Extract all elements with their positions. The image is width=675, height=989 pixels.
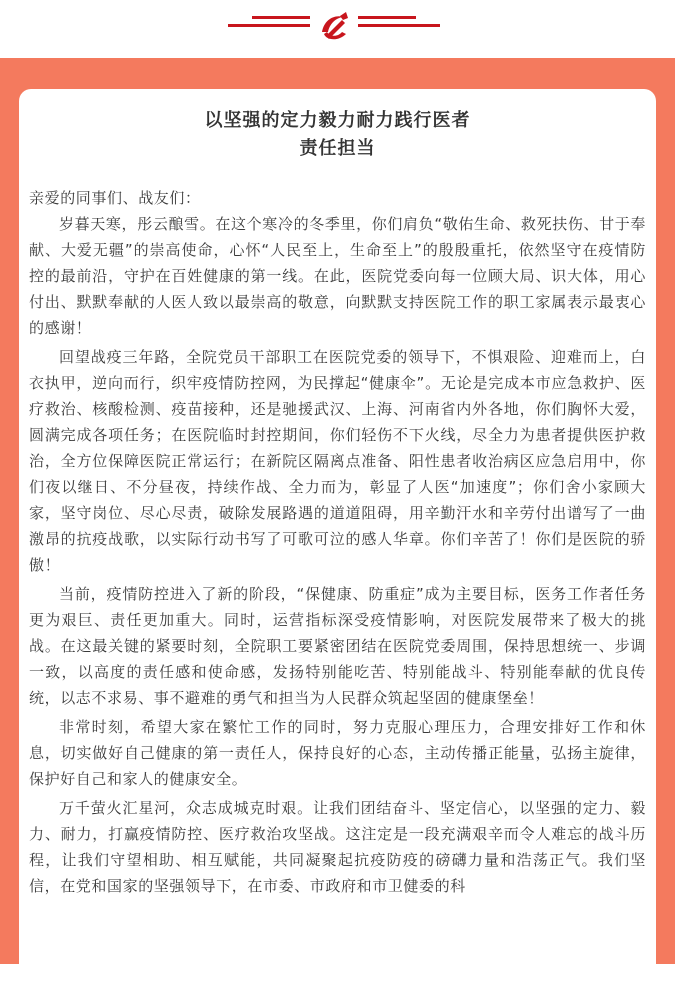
article-card (19, 89, 656, 989)
paragraph: 当前，疫情防控进入了新的阶段，“保健康、防重症”成为主要目标，医务工作者任务更为艰巨、责任更加重大。同时，运营指标深受疫情影响，对医院发展带来了极大的挑战。在这最关键的紧要时刻，全院职工要紧密团结在医院党委周围，保持思想统一、步调一致，以高度的责任感和使命感，发扬特别能吃苦、特别能战斗、特别能奉献的优良传统，以志不求易、事不避难的勇气和担当为人民群众筑起坚固的健康堡垒！ (29, 585, 646, 707)
article-title-line-2: 责任担当 (299, 138, 376, 159)
header (0, 0, 675, 58)
party-emblem-icon (316, 8, 352, 44)
article-body (19, 185, 656, 899)
right-decor-line-top (358, 16, 416, 19)
paragraph: 岁暮天寒，彤云酿雪。在这个寒冷的冬季里，你们肩负“敬佑生命、救死扶伤、甘于奉献、大爱无疆”的崇高使命，心怀“人民至上，生命至上”的殷殷重托，依然坚守在疫情防控的最前沿，守护在百姓健康的第一线。在此，医院党委向每一位顾大局、识大体，用心付出、默默奉献的人医人致以最崇高的敬意，向默默支持医院工作的职工家属表示最衷心的感谢！ (29, 215, 646, 337)
paragraph: 非常时刻，希望大家在繁忙工作的同时，努力克服心理压力，合理安排好工作和休息，切实做好自己健康的第一责任人，保持良好的心态，主动传播正能量，弘扬主旋律，保护好自己和家人的健康安全。 (29, 718, 646, 788)
right-decor-line-bottom (358, 24, 440, 27)
paragraph: 回望战疫三年路，全院党员干部职工在医院党委的领导下，不惧艰险、迎难而上，白衣执甲，逆向而行，织牢疫情防控网，为民撑起“健康伞”。无论是完成本市应急救护、医疗救治、核酸检测、疫苗接种，还是驰援武汉、上海、河南省内外各地，你们胸怀大爱，圆满完成各项任务；在医院临时封控期间，你们轻伤不下火线，尽全力为患者提供医护救治，全方位保障医院正常运行；在新院区隔离点准备、阳性患者收治病区应急启用中，你们夜以继日、不分昼夜，持续作战、全力而为，彰显了人医“加速度”；你们舍小家顾大家，坚守岗位、尽心尽责，破除发展路遇的道道阻碍，用辛勤汗水和辛劳付出谱写了一曲激昂的抗疫战歌，以实际行动书写了可歌可泣的感人华章。你们辛苦了！你们是医院的骄傲！ (29, 348, 646, 574)
article-frame (0, 58, 675, 964)
article-title-line-1: 以坚强的定力毅力耐力践行医者 (204, 110, 471, 131)
left-decor-line-bottom (228, 24, 310, 27)
left-decor-line-top (252, 16, 310, 19)
greeting: 亲爱的同事们、战友们： (29, 189, 201, 207)
paragraph: 万千萤火汇星河，众志成城克时艰。让我们团结奋斗、坚定信心，以坚强的定力、毅力、耐力，打赢疫情防控、医疗救治攻坚战。这注定是一段充满艰辛而令人难忘的战斗历程，让我们守望相助、相互赋能，共同凝聚起抗疫防疫的磅礴力量和浩荡正气。我们坚信，在党和国家的坚强领导下，在市委、市政府和市卫健委的科 (29, 799, 646, 895)
article-title (19, 107, 656, 163)
